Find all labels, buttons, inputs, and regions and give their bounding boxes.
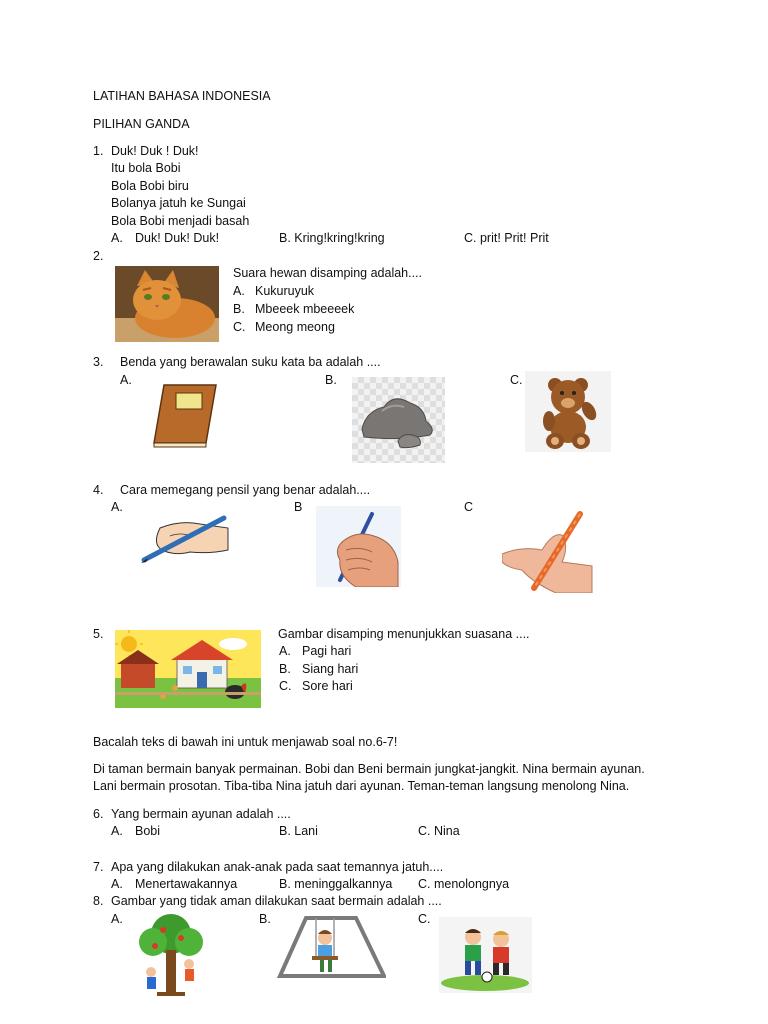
q3-number: 3. xyxy=(93,355,104,369)
q2-option-key: B. xyxy=(233,302,245,316)
worksheet-title: LATIHAN BAHASA INDONESIA xyxy=(93,89,271,103)
q6-question: Yang bermain ayunan adalah .... xyxy=(111,807,291,821)
q8-number: 8. xyxy=(93,894,104,908)
q1-option-b: B. Kring!kring!kring xyxy=(279,231,385,245)
farm-scene-icon xyxy=(115,630,261,708)
stones-icon xyxy=(352,377,445,463)
q1-line: Duk! Duk ! Duk! xyxy=(111,144,199,158)
q2-option-text: Mbeeek mbeeeek xyxy=(255,302,355,316)
q8-option-a: A. xyxy=(111,912,123,926)
q6-option-a: Bobi xyxy=(135,824,161,838)
q6-option-c: C. Nina xyxy=(418,824,460,838)
q1-line: Bola Bobi biru xyxy=(111,179,189,193)
q7-number: 7. xyxy=(93,860,104,874)
q1-option-a: Duk! Duk! Duk! xyxy=(135,231,220,245)
q6-option-b: B. Lani xyxy=(279,824,318,838)
q8-option-c: C. xyxy=(418,912,431,926)
q2-number: 2. xyxy=(93,249,104,263)
q3-question: Benda yang berawalan suku kata ba adalah .... xyxy=(120,355,381,369)
section-title: PILIHAN GANDA xyxy=(93,117,190,131)
q3-option-b: B. xyxy=(325,373,337,387)
thumb-pinching-pencil-icon xyxy=(502,510,593,593)
cat-photo-icon xyxy=(115,266,219,342)
q2-option-text: Meong meong xyxy=(255,320,335,334)
q8-question: Gambar yang tidak aman dilakukan saat bermain adalah .... xyxy=(111,894,442,908)
teddy-bear-icon xyxy=(525,371,611,452)
q5-option-key: C. xyxy=(279,679,292,693)
q4-number: 4. xyxy=(93,483,104,497)
kids-playing-football-icon xyxy=(439,917,532,993)
q5-option-key: A. xyxy=(279,644,291,658)
q5-option-text: Sore hari xyxy=(302,679,353,693)
hand-writing-pencil-icon xyxy=(140,514,232,566)
kids-climbing-tree-icon xyxy=(133,912,208,998)
q5-option-text: Siang hari xyxy=(302,662,359,676)
q5-question: Gambar disamping menunjukkan suasana .... xyxy=(278,627,530,641)
q5-option-key: B. xyxy=(279,662,291,676)
q7-option-a-key: A. xyxy=(111,877,123,891)
q4-option-c: C xyxy=(464,500,474,514)
q2-option-key: A. xyxy=(233,284,245,298)
q6-number: 6. xyxy=(93,807,104,821)
q7-question: Apa yang dilakukan anak-anak pada saat temannya jatuh.... xyxy=(111,860,444,874)
q7-option-b: B. meninggalkannya xyxy=(279,877,393,891)
boy-on-swing-icon xyxy=(276,916,386,978)
q4-option-a: A. xyxy=(111,500,123,514)
q4-question: Cara memegang pensil yang benar adalah.... xyxy=(120,483,371,497)
q1-line: Bola Bobi menjadi basah xyxy=(111,214,250,228)
q3-option-c: C. xyxy=(510,373,523,387)
q2-question: Suara hewan disamping adalah.... xyxy=(233,266,423,280)
q4-option-b: B xyxy=(294,500,303,514)
q5-number: 5. xyxy=(93,627,104,641)
q8-option-b: B. xyxy=(259,912,271,926)
book-icon xyxy=(152,383,218,449)
q3-option-a: A. xyxy=(120,373,132,387)
q7-option-c: C. menolongnya xyxy=(418,877,510,891)
q7-option-a: Menertawakannya xyxy=(135,877,238,891)
reading-instruction: Bacalah teks di bawah ini untuk menjawab soal no.6-7! xyxy=(93,735,398,749)
q1-line: Itu bola Bobi xyxy=(111,161,181,175)
q2-option-text: Kukuruyuk xyxy=(255,284,315,298)
passage-line: Lani bermain prosotan. Tiba-tiba Nina jatuh dari ayunan. Teman-teman langsung menolong Nina. xyxy=(93,779,630,793)
passage-line: Di taman bermain banyak permainan. Bobi dan Beni bermain jungkat-jangkit. Nina bermain ayunan. xyxy=(93,762,645,776)
fist-holding-pencil-icon xyxy=(316,506,401,587)
q5-option-text: Pagi hari xyxy=(302,644,352,658)
q1-number: 1. xyxy=(93,144,104,158)
q1-line: Bolanya jatuh ke Sungai xyxy=(111,196,246,210)
q1-option-c: C. prit! Prit! Prit xyxy=(464,231,549,245)
q2-option-key: C. xyxy=(233,320,246,334)
q1-option-a-key: A. xyxy=(111,231,123,245)
q6-option-a-key: A. xyxy=(111,824,123,838)
